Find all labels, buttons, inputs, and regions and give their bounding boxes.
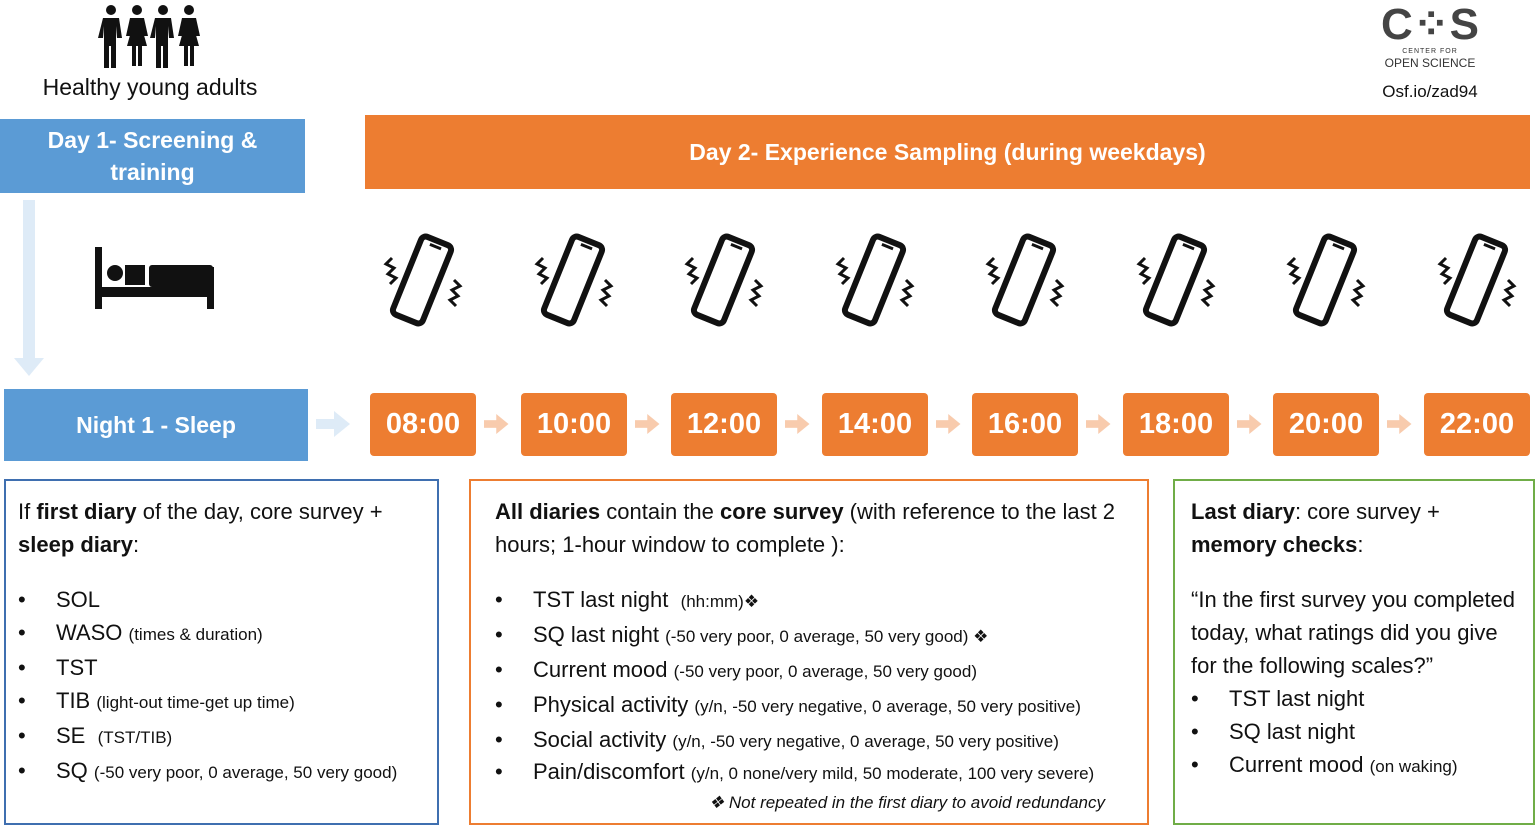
time-slot: 12:00 bbox=[671, 393, 777, 456]
core-survey-list bbox=[495, 583, 1135, 788]
last-diary-box bbox=[1173, 479, 1535, 825]
item-main: SQ last night bbox=[533, 622, 659, 647]
right-arrow-icon bbox=[635, 409, 661, 439]
item-main: Current mood bbox=[533, 657, 668, 682]
intro-bold: first diary bbox=[36, 499, 137, 524]
healthy-young-adults-label: Healthy young adults bbox=[42, 74, 258, 100]
time-slot: 10:00 bbox=[521, 393, 627, 456]
item-main: SQ bbox=[56, 758, 88, 783]
intro-text: contain the bbox=[600, 499, 721, 524]
core-survey-intro bbox=[495, 495, 1135, 561]
last-diary-intro bbox=[1191, 495, 1521, 561]
list-item bbox=[495, 688, 1135, 723]
osf-link[interactable]: Osf.io/zad94 bbox=[1382, 82, 1478, 101]
list-item bbox=[495, 723, 1135, 758]
item-main: Physical activity bbox=[533, 692, 689, 717]
time-slot: 14:00 bbox=[822, 393, 928, 456]
intro-text: (with reference to the last 2 hours; 1-hour window to complete ): bbox=[495, 499, 1116, 557]
people-icon bbox=[98, 4, 208, 68]
first-diary-box bbox=[4, 479, 439, 825]
core-survey-box bbox=[469, 479, 1149, 825]
memory-check-list bbox=[1191, 682, 1521, 783]
vibrating-phone-icon bbox=[380, 230, 464, 330]
time-slot: 08:00 bbox=[370, 393, 476, 456]
item-main: Current mood bbox=[1229, 752, 1364, 777]
item-main: Pain/discomfort bbox=[533, 759, 685, 784]
night-banner bbox=[4, 389, 308, 461]
vibrating-phone-icon bbox=[1434, 230, 1518, 330]
vibrating-phone-icon bbox=[531, 230, 615, 330]
time-slot: 20:00 bbox=[1273, 393, 1379, 456]
right-arrow-icon bbox=[316, 409, 350, 439]
list-item bbox=[495, 583, 1135, 618]
vibrating-phone-icon bbox=[832, 230, 916, 330]
time-slot: 22:00 bbox=[1424, 393, 1530, 456]
list-item bbox=[1191, 682, 1521, 715]
list-item bbox=[495, 618, 1135, 653]
first-diary-intro bbox=[18, 495, 425, 561]
right-arrow-icon bbox=[484, 409, 510, 439]
right-arrow-icon bbox=[936, 409, 962, 439]
redundancy-note: ❖ Not repeated in the first diary to avoid redundancy bbox=[708, 793, 1105, 812]
item-sub: (y/n, -50 very negative, 0 average, 50 very positive) bbox=[694, 697, 1081, 716]
list-item bbox=[18, 684, 425, 719]
night-label: Night 1 - Sleep bbox=[76, 411, 236, 438]
vibrating-phone-icon bbox=[982, 230, 1066, 330]
intro-bold: sleep diary bbox=[18, 532, 133, 557]
item-main: SQ last night bbox=[1229, 719, 1355, 744]
time-slot: 18:00 bbox=[1123, 393, 1229, 456]
list-item bbox=[1191, 748, 1521, 783]
intro-text: If bbox=[18, 499, 37, 524]
list-item bbox=[18, 754, 425, 789]
right-arrow-icon bbox=[785, 409, 811, 439]
intro-text: : bbox=[1357, 532, 1364, 557]
cos-logo-sub1: CENTER FOR bbox=[1402, 48, 1458, 55]
cos-logo-sub2: OPEN SCIENCE bbox=[1384, 56, 1476, 70]
intro-bold: All diaries bbox=[495, 499, 601, 524]
right-arrow-icon bbox=[1086, 409, 1112, 439]
time-slot: 16:00 bbox=[972, 393, 1078, 456]
item-sub: (-50 very poor, 0 average, 50 very good) bbox=[93, 763, 398, 782]
list-item bbox=[18, 719, 425, 754]
item-sub: (times & duration) bbox=[128, 625, 263, 644]
item-sub: (hh:mm)❖ bbox=[680, 592, 760, 611]
down-arrow-icon bbox=[12, 200, 46, 378]
item-sub: (y/n, 0 none/very mild, 50 moderate, 100 very severe) bbox=[690, 764, 1095, 783]
item-sub: (TST/TIB) bbox=[97, 728, 173, 747]
vibrating-phone-icon bbox=[681, 230, 765, 330]
day2-banner bbox=[365, 115, 1530, 189]
right-arrow-icon bbox=[1387, 409, 1413, 439]
right-arrow-icon bbox=[1237, 409, 1263, 439]
item-main: TST bbox=[56, 655, 98, 680]
item-sub: (light-out time-get up time) bbox=[96, 693, 295, 712]
item-sub: (-50 very poor, 0 average, 50 very good) ❖ bbox=[665, 627, 989, 646]
item-main: TIB bbox=[56, 688, 91, 713]
day2-label: Day 2- Experience Sampling (during weekdays) bbox=[689, 138, 1206, 165]
day1-label: Day 1- Screening & training bbox=[47, 127, 258, 185]
intro-text: : core survey + bbox=[1294, 499, 1440, 524]
day1-banner bbox=[0, 119, 305, 193]
item-main: WASO bbox=[56, 620, 123, 645]
item-main: Social activity bbox=[533, 727, 667, 752]
cos-logo bbox=[1360, 2, 1500, 70]
list-item bbox=[18, 583, 425, 616]
vibrating-phone-icon bbox=[1283, 230, 1367, 330]
item-main: SE bbox=[56, 723, 86, 748]
intro-bold: Last diary bbox=[1191, 499, 1295, 524]
memory-check-question: “In the first survey you completed today, what ratings did you give for the following scales?” bbox=[1191, 587, 1516, 678]
item-sub: (y/n, -50 very negative, 0 average, 50 very positive) bbox=[672, 732, 1059, 751]
list-item bbox=[1191, 715, 1521, 748]
intro-text: of the day, core survey + bbox=[136, 499, 383, 524]
item-main: TST last night bbox=[533, 587, 669, 612]
vibrating-phone-icon bbox=[1133, 230, 1217, 330]
item-sub: (-50 very poor, 0 average, 50 very good) bbox=[673, 662, 977, 681]
intro-text: : bbox=[132, 532, 140, 557]
item-main: SOL bbox=[56, 587, 101, 612]
item-sub: (on waking) bbox=[1369, 757, 1458, 776]
list-item bbox=[495, 653, 1135, 688]
cos-logo-text: C⁘S bbox=[1381, 0, 1479, 49]
sleep-diary-list bbox=[18, 583, 425, 789]
list-item bbox=[18, 651, 425, 684]
bed-icon bbox=[95, 247, 215, 311]
intro-bold: memory checks bbox=[1191, 532, 1358, 557]
intro-bold: core survey bbox=[720, 499, 844, 524]
list-item bbox=[495, 758, 1135, 788]
item-main: TST last night bbox=[1229, 686, 1365, 711]
list-item bbox=[18, 616, 425, 651]
